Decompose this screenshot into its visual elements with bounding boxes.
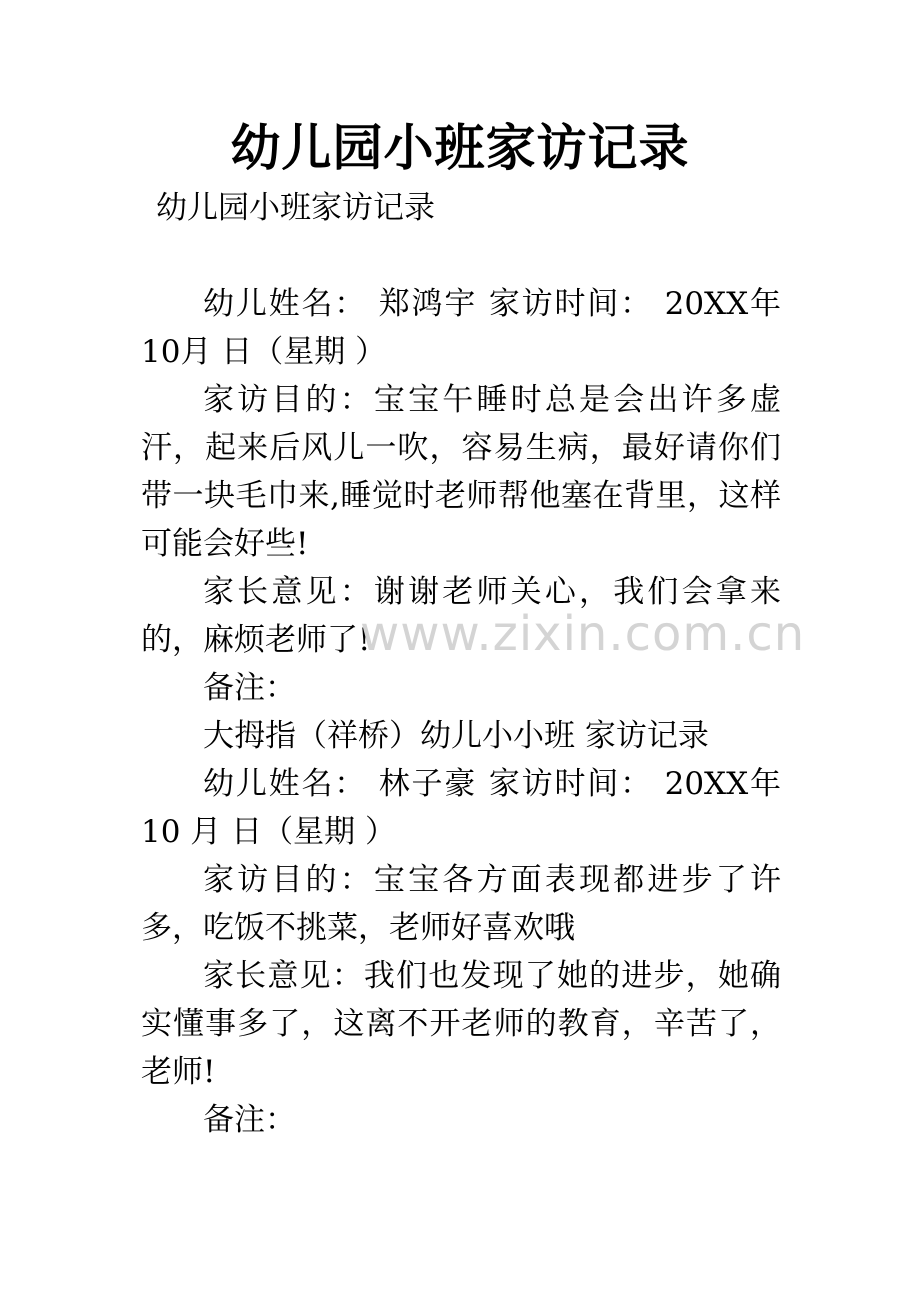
- visit-1-child-info: 幼儿姓名： 郑鸿宇 家访时间： 20XX年10月 日（星期 ）: [141, 286, 781, 370]
- visit-2-heading: 大拇指（祥桥）幼儿小小班 家访记录: [203, 718, 709, 754]
- visit-2-remarks: 备注：: [203, 1102, 296, 1138]
- visit-2-child-info: 幼儿姓名： 林子豪 家访时间： 20XX年10 月 日（星期 ）: [141, 766, 781, 850]
- document-title: 幼儿园小班家访记录: [230, 118, 690, 177]
- visit-1-parent-opinion: 家长意见：谢谢老师关心，我们会拿来的，麻烦老师了!: [141, 574, 781, 658]
- visit-1-purpose: 家访目的：宝宝午睡时总是会出许多虚汗，起来后风儿一吹，容易生病，最好请你们带一块毛巾来,睡觉时老师帮他塞在背里，这样可能会好些!: [141, 382, 781, 562]
- visit-2-parent-opinion: 家长意见：我们也发现了她的进步，她确实懂事多了，这离不开老师的教育，辛苦了，老师!: [141, 958, 781, 1090]
- visit-1-remarks: 备注：: [203, 670, 296, 706]
- document-subtitle: 幼儿园小班家访记录: [156, 190, 435, 226]
- watermark: www.zixin.com.cn: [360, 606, 806, 662]
- document-body: [141, 280, 781, 1144]
- visit-2-purpose: 家访目的：宝宝各方面表现都进步了许多，吃饭不挑菜，老师好喜欢哦: [141, 862, 781, 946]
